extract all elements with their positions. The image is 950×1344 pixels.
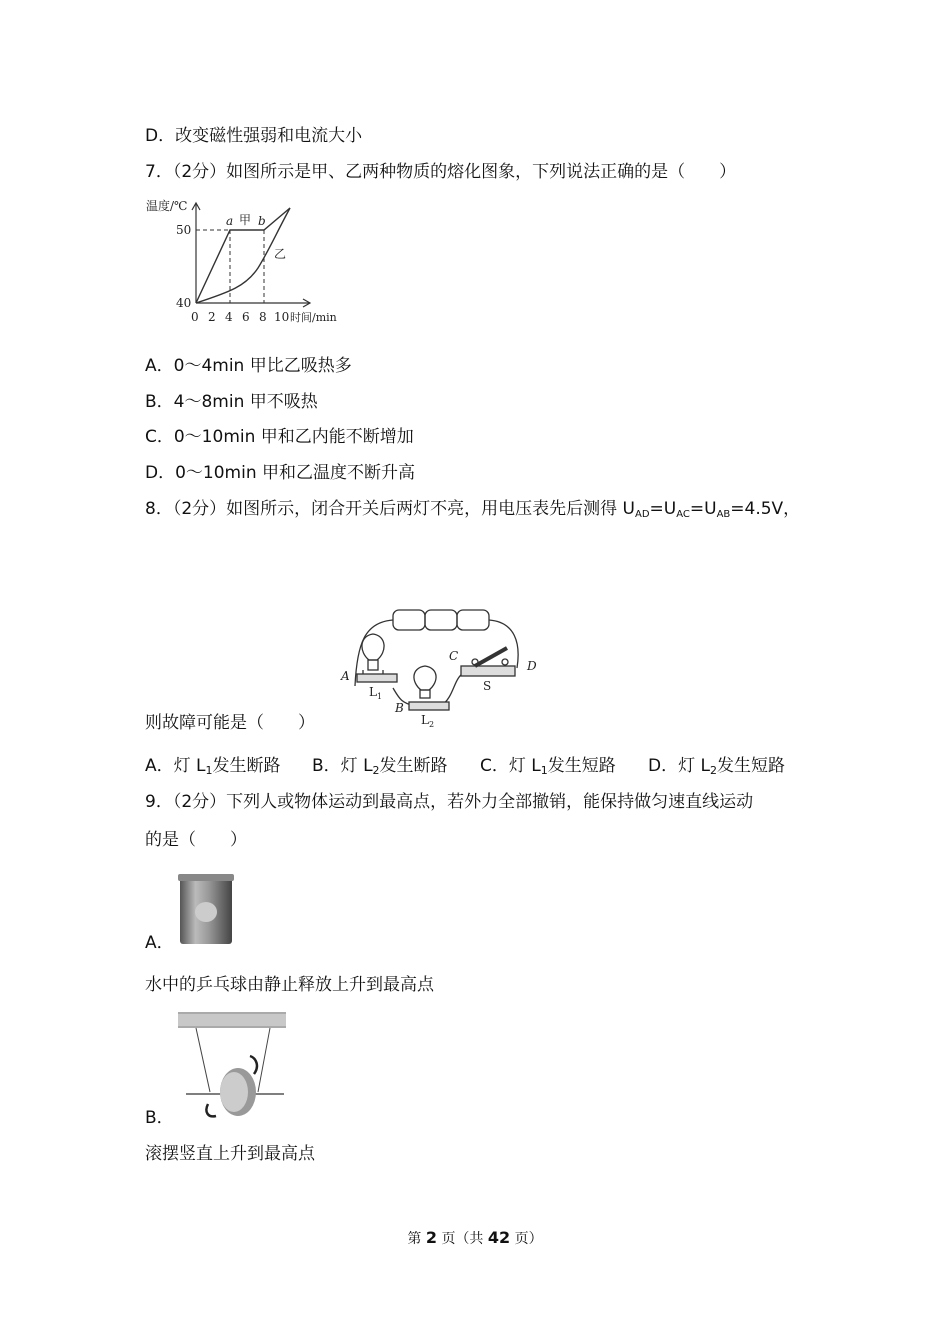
q6-option-d: D．改变磁性强弱和电流大小 [145, 126, 363, 146]
q9-stem-line2: 的是（ ） [145, 830, 247, 850]
q8-option-b: B．灯 $L_2$发生断路 [312, 756, 448, 777]
q7-stem: 7．（2分）如图所示是甲、乙两种物质的熔化图象，下列说法正确的是（ ） [145, 162, 737, 182]
q9-option-b-text: 滚摆竖直上升到最高点 [145, 1144, 315, 1164]
switch-s-label: S [483, 679, 492, 693]
q7-melting-graph [140, 196, 360, 331]
yi-label: 乙 [274, 247, 287, 261]
y-tick-50: 50 [176, 223, 192, 237]
q8-option-c: C．灯 $L_1$发生短路 [480, 756, 616, 777]
q9-option-a-text: 水中的乒乓球由静止释放上升到最高点 [145, 975, 434, 995]
x-tick-2: 2 [208, 310, 216, 324]
q7-option-a: A．0～4min 甲比乙吸热多 [145, 356, 352, 376]
node-b-label: B [395, 701, 404, 715]
node-a-label: A [341, 669, 350, 683]
q8-stem: 8．（2分）如图所示，闭合开关后两灯不亮，用电压表先后测得 $U_{AD}=U_{AC}=U_{AB}=4.5V$， [145, 499, 801, 520]
q7-option-b: B．4～8min 甲不吸热 [145, 392, 318, 412]
node-c-label: C [449, 649, 459, 663]
jia-label: 甲 [239, 213, 252, 227]
q9-option-a-label: A． [145, 933, 174, 953]
x-tick-4: 4 [225, 310, 233, 324]
q9-option-b-label: B． [145, 1108, 174, 1128]
q8-option-a: A．灯 $L_1$发生断路 [145, 756, 281, 777]
y-tick-40: 40 [176, 296, 192, 310]
beaker-pingpong-image [176, 872, 236, 947]
point-b-label: b [258, 214, 266, 228]
q7-option-d: D．0～10min 甲和乙温度不断升高 [145, 463, 415, 483]
lamp-l2-label: $L_2$ [421, 713, 435, 728]
x-tick-10: 10 [274, 310, 290, 324]
node-d-label: D [527, 659, 537, 673]
point-a-label: a [226, 214, 234, 228]
x-tick-6: 6 [242, 310, 250, 324]
x-tick-0: 0 [191, 310, 199, 324]
q7-option-c: C．0～10min 甲和乙内能不断增加 [145, 427, 414, 447]
q9-stem-line1: 9．（2分）下列人或物体运动到最高点，若外力全部撤销，能保持做匀速直线运动 [145, 792, 754, 812]
q8-stem-end: 则故障可能是（ ） [145, 713, 315, 733]
x-axis-label: 时间/min [290, 311, 337, 324]
y-axis-label: 温度/℃ [146, 199, 188, 213]
q8-circuit-diagram [335, 598, 550, 728]
q8-option-d: D．灯 $L_2$发生短路 [648, 756, 785, 777]
x-tick-8: 8 [259, 310, 267, 324]
maxwell-wheel-image [178, 1012, 290, 1124]
page-footer: 第 2 页（共 42 页） [407, 1228, 543, 1247]
lamp-l1-label: $L_1$ [369, 685, 383, 701]
